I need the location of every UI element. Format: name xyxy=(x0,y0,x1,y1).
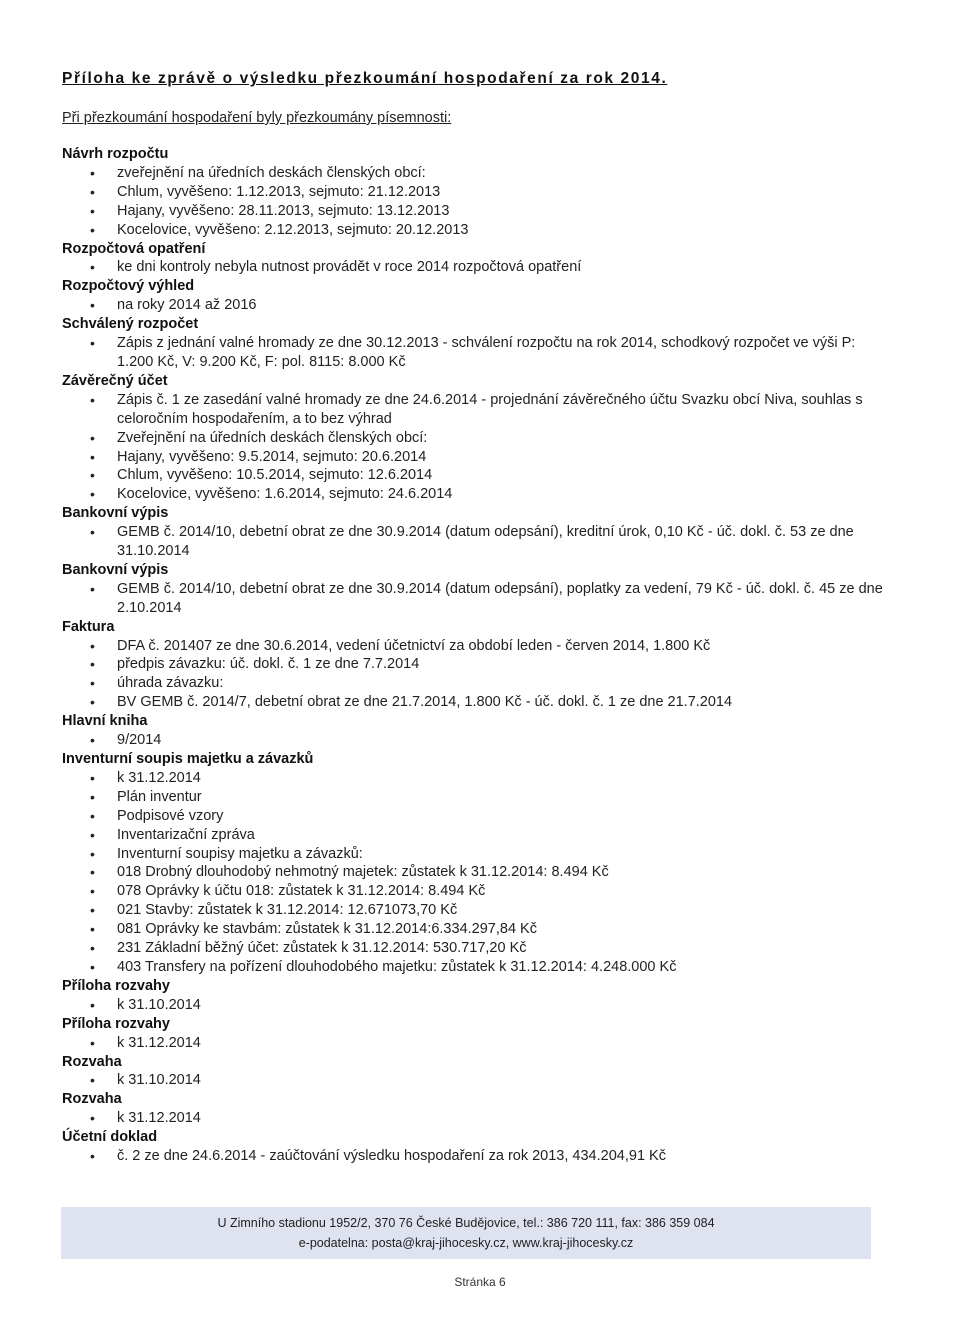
bullet-icon: • xyxy=(90,996,95,1013)
bullet-icon: • xyxy=(90,1148,95,1165)
bullet-icon: • xyxy=(90,845,95,862)
bullet-icon: • xyxy=(90,732,95,749)
list-item-text: Podpisové vzory xyxy=(117,807,224,824)
list-item-text: 403 Transfery na pořízení dlouhodobého majetku: zůstatek k 31.12.2014: 4.248.000 Kč xyxy=(117,958,677,975)
list-item xyxy=(62,221,892,240)
section-list xyxy=(62,996,892,1015)
section-list xyxy=(62,164,892,240)
list-item-text: 231 Základní běžný účet: zůstatek k 31.12.2014: 530.717,20 Kč xyxy=(117,940,527,957)
section-list xyxy=(62,769,892,977)
list-item-text: Kocelovice, vyvěšeno: 2.12.2013, sejmuto: 20.12.2013 xyxy=(117,221,469,238)
list-item xyxy=(62,183,892,202)
section-heading: Rozvaha xyxy=(62,1053,122,1070)
list-item-text: Chlum, vyvěšeno: 1.12.2013, sejmuto: 21.12.2013 xyxy=(117,183,441,200)
list-item xyxy=(62,769,892,788)
list-item xyxy=(62,391,892,429)
page-number: Stránka 6 xyxy=(454,1275,506,1289)
list-item-text: Inventurní soupisy majetku a závazků: xyxy=(117,845,363,862)
list-item xyxy=(62,826,892,845)
bullet-icon: • xyxy=(90,769,95,786)
list-item-text: 9/2014 xyxy=(117,732,162,749)
section-list xyxy=(62,1071,892,1090)
section-list xyxy=(62,258,892,277)
list-item-text: Zveřejnění na úředních deskách členských obcí: xyxy=(117,429,428,446)
list-item-text: DFA č. 201407 ze dne 30.6.2014, vedení účetnictví za období leden - červen 2014, 1.800 Kč xyxy=(117,637,711,654)
section-list xyxy=(62,580,892,618)
bullet-icon: • xyxy=(90,486,95,503)
list-item-text: Plán inventur xyxy=(117,788,202,805)
bullet-icon: • xyxy=(90,1034,95,1051)
list-item xyxy=(62,1071,892,1090)
list-item xyxy=(62,202,892,221)
list-item xyxy=(62,580,892,618)
list-item-text: k 31.12.2014 xyxy=(117,1034,201,1051)
bullet-icon: • xyxy=(90,335,95,352)
section-heading: Návrh rozpočtu xyxy=(62,146,169,162)
list-item xyxy=(62,466,892,485)
list-item xyxy=(62,901,892,920)
list-item xyxy=(62,788,892,807)
list-item xyxy=(62,863,892,882)
bullet-icon: • xyxy=(90,524,95,541)
bullet-icon: • xyxy=(90,580,95,597)
section-list xyxy=(62,391,892,504)
list-item-text: č. 2 ze dne 24.6.2014 - zaúčtování výsledku hospodaření za rok 2013, 434.204,91 Kč xyxy=(117,1148,666,1165)
section-list xyxy=(62,1109,892,1128)
bullet-icon: • xyxy=(90,694,95,711)
list-item xyxy=(62,637,892,656)
list-item-text: 078 Oprávky k účtu 018: zůstatek k 31.12.2014: 8.494 Kč xyxy=(117,883,486,900)
list-item-text: Zápis č. 1 ze zasedání valné hromady ze dne 24.6.2014 - projednání závěrečného účtu Svazku obcí Niva, souhlas s celoročním hospodařením, a to bez výhrad xyxy=(117,391,863,427)
bullet-icon: • xyxy=(90,958,95,975)
list-item-text: 018 Drobný dlouhodobý nehmotný majetek: zůstatek k 31.12.2014: 8.494 Kč xyxy=(117,864,609,881)
bullet-icon: • xyxy=(90,297,95,314)
list-item xyxy=(62,882,892,901)
list-item xyxy=(62,807,892,826)
bullet-icon: • xyxy=(90,921,95,938)
bullet-icon: • xyxy=(90,1110,95,1127)
section-list xyxy=(62,296,892,315)
section-list xyxy=(62,731,892,750)
bullet-icon: • xyxy=(90,448,95,465)
bullet-icon: • xyxy=(90,221,95,238)
bullet-icon: • xyxy=(90,202,95,219)
list-item xyxy=(62,939,892,958)
list-item xyxy=(62,920,892,939)
section-heading: Schválený rozpočet xyxy=(62,316,199,333)
list-item-text: na roky 2014 až 2016 xyxy=(117,297,257,314)
footer-address: U Zimního stadionu 1952/2, 370 76 České Budějovice, tel.: 386 720 111, fax: 386 359 084 xyxy=(217,1216,715,1230)
list-item-text: 081 Oprávky ke stavbám: zůstatek k 31.12.2014:6.334.297,84 Kč xyxy=(117,921,537,938)
list-item-text: Hajany, vyvěšeno: 9.5.2014, sejmuto: 20.6.2014 xyxy=(117,448,427,465)
section-heading: Faktura xyxy=(62,618,115,635)
list-item-text: ke dni kontroly nebyla nutnost provádět v roce 2014 rozpočtová opatření xyxy=(117,259,582,276)
list-item-text: GEMB č. 2014/10, debetní obrat ze dne 30.9.2014 (datum odepsání), kreditní úrok, 0,10 Kč - úč. dokl. č. 53 ze dne 31.10.2014 xyxy=(117,524,854,560)
list-item-text: k 31.12.2014 xyxy=(117,1110,201,1127)
section-heading: Rozpočtová opatření xyxy=(62,240,206,257)
list-item xyxy=(62,485,892,504)
section-heading: Bankovní výpis xyxy=(62,561,169,578)
list-item-text: Inventarizační zpráva xyxy=(117,826,255,843)
bullet-icon: • xyxy=(90,883,95,900)
list-item xyxy=(62,164,892,183)
footer-box xyxy=(61,1207,871,1259)
list-item-text: 021 Stavby: zůstatek k 31.12.2014: 12.671073,70 Kč xyxy=(117,902,458,919)
bullet-icon: • xyxy=(90,1072,95,1089)
bullet-icon: • xyxy=(90,656,95,673)
section-list xyxy=(62,523,892,561)
section-heading: Inventurní soupis majetku a závazků xyxy=(62,751,314,767)
bullet-icon: • xyxy=(90,429,95,446)
section-heading: Příloha rozvahy xyxy=(62,977,170,994)
list-item-text: k 31.10.2014 xyxy=(117,1072,201,1089)
bullet-icon: • xyxy=(90,940,95,957)
bullet-icon: • xyxy=(90,183,95,200)
section-heading: Závěrečný účet xyxy=(62,372,168,389)
list-item xyxy=(62,845,892,864)
list-item-text: Chlum, vyvěšeno: 10.5.2014, sejmuto: 12.6.2014 xyxy=(117,467,433,484)
list-item xyxy=(62,655,892,674)
section-heading: Bankovní výpis xyxy=(62,505,169,522)
bullet-icon: • xyxy=(90,391,95,408)
list-item-text: zveřejnění na úředních deskách členských obcí: xyxy=(117,164,426,181)
bullet-icon: • xyxy=(90,164,95,181)
section-heading: Příloha rozvahy xyxy=(62,1015,170,1032)
section-list xyxy=(62,637,892,713)
list-item xyxy=(62,1109,892,1128)
list-item xyxy=(62,958,892,977)
section-list xyxy=(62,1147,892,1166)
section-heading: Rozpočtový výhled xyxy=(62,278,195,295)
list-item xyxy=(62,693,892,712)
list-item xyxy=(62,1034,892,1053)
bullet-icon: • xyxy=(90,807,95,824)
section-heading: Rozvaha xyxy=(62,1091,122,1108)
bullet-icon: • xyxy=(90,259,95,276)
section-list xyxy=(62,334,892,372)
bullet-icon: • xyxy=(90,788,95,805)
bullet-icon: • xyxy=(90,902,95,919)
section-list xyxy=(62,1034,892,1053)
list-item-text: Hajany, vyvěšeno: 28.11.2013, sejmuto: 13.12.2013 xyxy=(117,202,450,219)
list-item-text: Kocelovice, vyvěšeno: 1.6.2014, sejmuto: 24.6.2014 xyxy=(117,486,453,503)
bullet-icon: • xyxy=(90,864,95,881)
list-item xyxy=(62,674,892,693)
list-item-text: BV GEMB č. 2014/7, debetní obrat ze dne 21.7.2014, 1.800 Kč - úč. dokl. č. 1 ze dne 21.7.2014 xyxy=(117,694,733,711)
list-item-text: k 31.10.2014 xyxy=(117,996,201,1013)
list-item xyxy=(62,448,892,467)
list-item-text: k 31.12.2014 xyxy=(117,769,201,786)
bullet-icon: • xyxy=(90,637,95,654)
footer-contact: e-podatelna: posta@kraj-jihocesky.cz, www.kraj-jihocesky.cz xyxy=(298,1236,634,1250)
list-item xyxy=(62,731,892,750)
section-heading: Účetní doklad xyxy=(62,1129,158,1146)
list-item-text: GEMB č. 2014/10, debetní obrat ze dne 30.9.2014 (datum odepsání), poplatky za vedení, 79 Kč - úč. dokl. č. 45 ze dne 2.10.2014 xyxy=(117,580,883,616)
list-item xyxy=(62,258,892,277)
list-item xyxy=(62,523,892,561)
list-item-text: Zápis z jednání valné hromady ze dne 30.12.2013 - schválení rozpočtu na rok 2014, schodkový rozpočet ve výši P: 1.200 Kč, V: 9.200 Kč, F: pol. 8115: 8.000 Kč xyxy=(117,335,856,370)
list-item-text: úhrada závazku: xyxy=(117,675,224,692)
bullet-icon: • xyxy=(90,467,95,484)
list-item xyxy=(62,1147,892,1166)
document-title: Příloha ke zprávě o výsledku přezkoumání hospodaření za rok 2014. xyxy=(62,70,668,87)
intro-text: Při přezkoumání hospodaření byly přezkoumány písemnosti: xyxy=(62,110,452,126)
bullet-icon: • xyxy=(90,675,95,692)
list-item xyxy=(62,429,892,448)
document-body xyxy=(62,145,892,1166)
bullet-icon: • xyxy=(90,826,95,843)
list-item xyxy=(62,996,892,1015)
section-heading: Hlavní kniha xyxy=(62,713,148,730)
list-item-text: předpis závazku: úč. dokl. č. 1 ze dne 7.7.2014 xyxy=(117,656,420,673)
list-item xyxy=(62,334,892,372)
list-item xyxy=(62,296,892,315)
